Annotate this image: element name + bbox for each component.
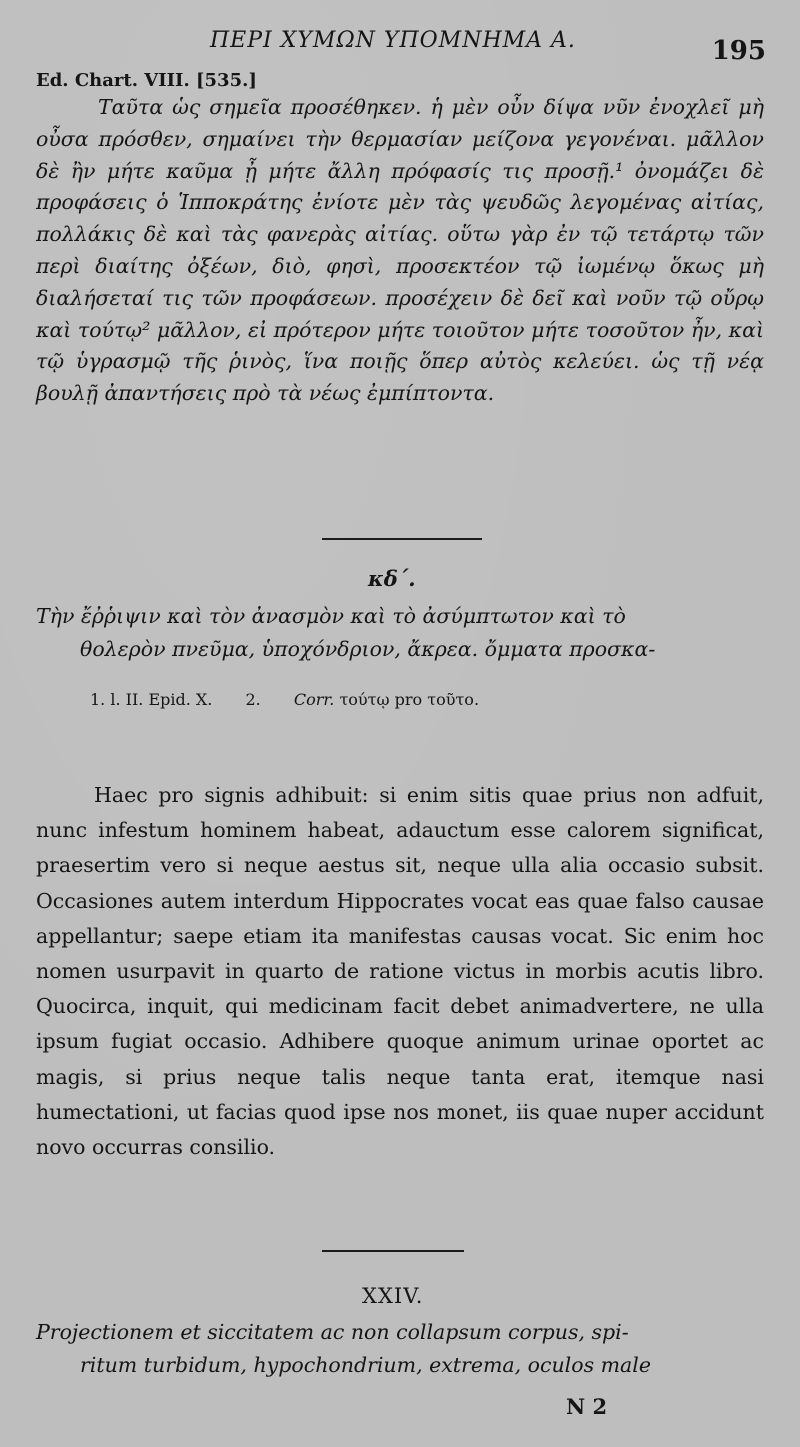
footnote-2 xyxy=(245,690,507,709)
greek-lemma-heading xyxy=(36,600,764,666)
footnote-2-text: τούτῳ pro τοῦτο. xyxy=(339,690,480,709)
greek-section-number: κδ΄. xyxy=(368,566,416,591)
section-divider-rule xyxy=(322,538,482,540)
latin-commentary-paragraph: Haec pro signis adhibuit: si enim sitis quae prius non adfuit, nunc infestum hominem habeat, adauctum esse calorem significat, praesertim vero si neque aestus sit, neque ulla alia occasio subsit. Occasiones autem interdum Hippocrates vocat eas quae falso causae appellantur; saepe etiam ita manifestas causas vocat. Sic enim hoc nomen usurpavit in quarto de ratione victus in morbis acutis libro. Quocirca, inquit, qui medicinam facit debet animadvertere, ne ulla ipsum fugiat occasio. Adhibere quoque animum urinae oportet ac magis, si prius neque talis neque tanta erat, itemque nasi humectationi, ut facias quod ipse nos monet, iis quae nuper accidunt novo occurras consilio. xyxy=(36,783,764,1160)
signature-mark: N 2 xyxy=(566,1394,608,1419)
page-number: 195 xyxy=(711,36,766,66)
latin-section-number: XXIV. xyxy=(362,1284,424,1308)
greek-lemma-line-1: Τὴν ἔῤῥιψιν καὶ τὸν ἀνασμὸν καὶ τὸ ἀσύμπτωτον καὶ τὸ xyxy=(36,604,626,628)
footnotes xyxy=(90,690,535,709)
latin-lemma-line-1: Projectionem et siccitatem ac non collapsum corpus, spi- xyxy=(36,1320,629,1344)
footnote-2-corr: Corr. xyxy=(293,690,335,709)
latin-lemma-heading xyxy=(36,1316,764,1382)
running-title: ΠΕΡΙ ΧΥΜΩΝ ΥΠΟΜΝΗΜΑ Α. xyxy=(210,28,576,53)
edition-reference: Ed. Chart. VIII. [535.] xyxy=(36,70,257,91)
greek-commentary-paragraph: Ταῦτα ὡς σημεῖα προσέθηκεν. ἡ μὲν οὖν δίψα νῦν ἐνοχλεῖ μὴ οὖσα πρόσθεν, σημαίνει τὴν θερμασίαν μείζονα γεγονέναι. μᾶλλον δὲ ἢν μήτε καῦμα ᾖ μήτε ἄλλη πρόφασίς τις προσῇ.¹ ὀνομάζει δὲ προφάσεις ὁ Ἱπποκράτης ἐνίοτε μὲν τὰς ψευδῶς λεγομένας αἰτίας, πολλάκις δὲ καὶ τὰς φανερὰς αἰτίας. οὕτω γὰρ ἐν τῷ τετάρτῳ τῶν περὶ διαίτης ὀξέων, διὸ, φησὶ, προσεκτέον τῷ ἰωμένῳ ὅκως μὴ διαλήσεταί τις τῶν προφάσεων. προσέχειν δὲ δεῖ καὶ νοῦν τῷ οὔρῳ καὶ τούτῳ² μᾶλλον, εἰ πρότερον μήτε τοιοῦτον μήτε τοσοῦτον ἦν, καὶ τῷ ὑγρασμῷ τῆς ῥινὸς, ἵνα ποιῇς ὅπερ αὐτὸς κελεύει. ὡς τῇ νέᾳ βουλῇ ἀπαντήσεις πρὸ τὰ νέως ἐμπίπτοντα. xyxy=(36,95,764,406)
footnote-1: 1. l. II. Epid. X. xyxy=(90,690,213,709)
section-divider-rule-latin xyxy=(322,1250,464,1252)
latin-lemma-line-2: ritum turbidum, hypochondrium, extrema, oculos male xyxy=(80,1353,651,1377)
greek-lemma-line-2: θολερὸν πνεῦμα, ὑποχόνδριον, ἄκρεα. ὄμματα προσκα- xyxy=(80,637,656,661)
footnote-2-number: 2. xyxy=(245,690,261,709)
